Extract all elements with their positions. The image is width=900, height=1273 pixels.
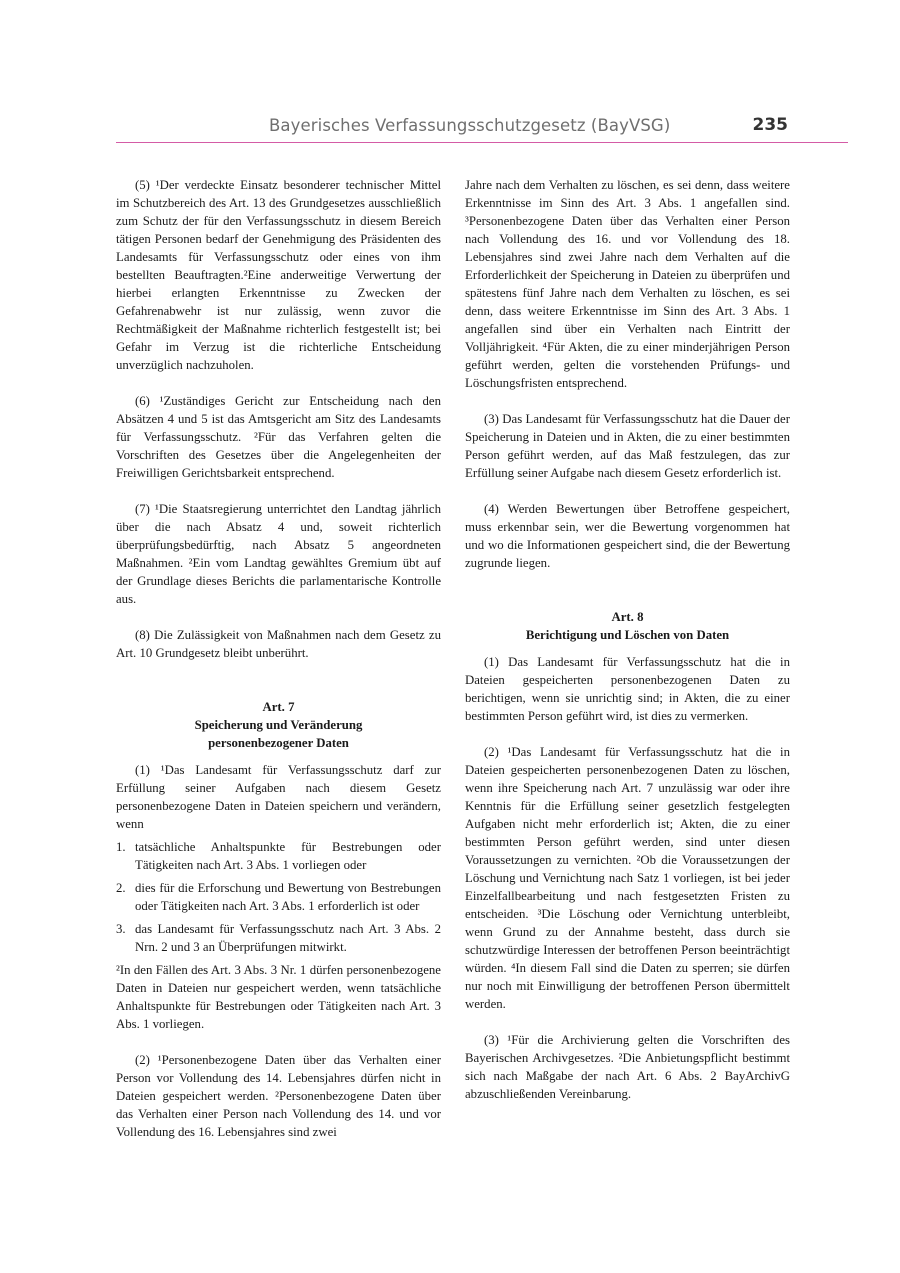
article-7-title-line-1: Speicherung und Veränderung xyxy=(194,718,363,732)
list-item xyxy=(116,920,441,956)
list-item xyxy=(116,879,441,915)
article-8-paragraph-1: (1) Das Landesamt für Verfassungsschutz hat die in Dateien gespeicherten personenbezogenen Daten zu berichtigen, wenn sie unrichtig sind; in Akten, die zu einer bestimmten Person geführt wird, ist dies zu vermerken. xyxy=(465,655,790,723)
paragraph-7: (7) ¹Die Staatsregierung unterrichtet den Landtag jährlich über die nach Absatz 4 und, soweit richterlich überprüfungsbedürftig, nach Absatz 5 angeordneten Maßnahmen. ²Ein vom Landtag gewähltes Gremium übt auf der Grundlage dieses Berichts die parlamentarische Kontrolle aus. xyxy=(116,502,441,606)
list-item-number: 3. xyxy=(116,922,126,936)
list-item-text: tatsächliche Anhaltspunkte für Bestrebungen oder Tätigkeiten nach Art. 3 Abs. 1 vorliegen oder xyxy=(135,840,441,872)
left-column xyxy=(116,176,441,1141)
article-7-label: Art. 7 xyxy=(262,700,295,714)
right-column xyxy=(465,176,790,1103)
article-8-heading xyxy=(465,608,790,644)
article-7-paragraph-3: (3) Das Landesamt für Verfassungsschutz hat die Dauer der Speicherung in Dateien und in Akten, die zu einer bestimmten Person geführt werden, auf das Maß festzulegen, das zur Erfüllung seiner Aufgabe nach diesem Gesetz erforderlich ist. xyxy=(465,412,790,480)
page-number: 235 xyxy=(752,115,788,135)
article-7-paragraph-4: (4) Werden Bewertungen über Betroffene gespeichert, muss erkennbar sein, wer die Bewertung vorgenommen hat und wo die Informationen gespeichert sind, die der Bewertung zugrunde liegen. xyxy=(465,502,790,570)
list-item-number: 2. xyxy=(116,881,126,895)
article-8-paragraph-2: (2) ¹Das Landesamt für Verfassungsschutz hat die in Dateien gespeicherten personenbezogenen Daten zu löschen, wenn ihre Speicherung nach Art. 7 unzulässig war oder ihre Kenntnis für die Erfüllung seiner gesetzlich festgelegten Aufgaben nicht mehr erforderlich ist; Akten, die zu einer bestimmten Person geführt werden, sind unter diesen Voraussetzungen zu vernichten. ²Ob die Voraussetzungen der Löschung und Vernichtung nach Satz 1 vorliegen, ist bei jeder Einzelfallbearbeitung und nach festgesetzten Fristen zu entscheiden. ³Die Löschung oder Vernichtung unterbleibt, wenn Grund zu der Annahme besteht, dass durch sie schutzwürdige Interessen der betroffenen Person beeinträchtigt würden. ⁴In diesem Fall sind die Daten zu sperren; sie dürfen nur noch mit Einwilligung der betroffenen Person übermittelt werden. xyxy=(465,745,790,1011)
article-7-paragraph-1: (1) ¹Das Landesamt für Verfassungsschutz darf zur Erfüllung seiner Aufgaben nach diesem Gesetz personenbezogene Daten in Dateien speichern und verändern, wenn xyxy=(116,763,441,831)
running-header xyxy=(116,108,848,143)
paragraph-5: (5) ¹Der verdeckte Einsatz besonderer technischer Mittel im Schutzbereich des Art. 13 des Grundgesetzes ausschließlich zum Schutz der für den Verfassungsschutz in diesem Bereich tätigen Personen bedarf der Genehmigung des Präsidenten des Landesamts für Verfassungsschutz oder eines von ihm bestellten Beauftragten.²Eine anderweitige Verwertung der hierbei erlangten Erkenntnisse zu Zwecken der Gefahrenabwehr ist nur zulässig, wenn zuvor die Rechtmäßigkeit der Maßnahme richterlich festgestellt ist; bei Gefahr im Verzug ist die richterliche Entscheidung unverzüglich nachzuholen. xyxy=(116,178,441,372)
article-7-paragraph-1-sentence-2: ²In den Fällen des Art. 3 Abs. 3 Nr. 1 dürfen personenbezogene Daten in Dateien nur gespeichert werden, wenn tatsächliche Anhaltspunkte für Bestrebungen oder Tätigkeiten nach Art. 3 Abs. 1 vorliegen. xyxy=(116,963,441,1031)
article-7-conditions-list xyxy=(116,838,441,956)
list-item xyxy=(116,838,441,874)
article-7-title-line-2: personenbezogener Daten xyxy=(208,736,349,750)
list-item-text: das Landesamt für Verfassungsschutz nach Art. 3 Abs. 2 Nrn. 2 und 3 an Überprüfungen mitwirkt. xyxy=(135,922,441,954)
list-item-text: dies für die Erforschung und Bewertung von Bestrebungen oder Tätigkeiten nach Art. 3 Abs. 1 erforderlich ist oder xyxy=(135,881,441,913)
article-7-heading xyxy=(116,698,441,752)
header-title: Bayerisches Verfassungsschutzgesetz (BayVSG) xyxy=(269,116,671,135)
article-8-paragraph-3: (3) ¹Für die Archivierung gelten die Vorschriften des Bayerischen Archivgesetzes. ²Die Anbietungspflicht bestimmt sich nach Maßgabe der nach Art. 6 Abs. 2 BayArchivG abzuschließenden Vereinbarung. xyxy=(465,1033,790,1101)
article-8-label: Art. 8 xyxy=(611,610,644,624)
list-item-number: 1. xyxy=(116,840,126,854)
article-8-title: Berichtigung und Löschen von Daten xyxy=(525,628,730,642)
paragraph-6: (6) ¹Zuständiges Gericht zur Entscheidung nach den Absätzen 4 und 5 ist das Amtsgericht am Sitz des Landesamts für Verfassungsschutz. ²Für das Verfahren gelten die Vorschriften des Gesetzes über die Angelegenheiten der Freiwilligen Gerichtsbarkeit entsprechend. xyxy=(116,394,441,480)
article-7-paragraph-2-start: (2) ¹Personenbezogene Daten über das Verhalten einer Person vor Vollendung des 14. Lebensjahres dürfen nicht in Dateien gespeichert werden. ²Personenbezogene Daten über das Verhalten einer Person nach Vollendung des 14. und vor Vollendung des 16. Lebensjahres sind zwei xyxy=(116,1053,441,1139)
paragraph-8: (8) Die Zulässigkeit von Maßnahmen nach dem Gesetz zu Art. 10 Grundgesetz bleibt unberührt. xyxy=(116,628,441,660)
article-7-paragraph-2-continued: Jahre nach dem Verhalten zu löschen, es sei denn, dass weitere Erkenntnisse im Sinn des Art. 3 Abs. 1 angefallen sind. ³Personenbezogene Daten über das Verhalten einer Person nach Vollendung des 16. und vor Vollendung des 18. Lebensjahres sind zwei Jahre nach dem Verhalten auf die Erforderlichkeit der Speicherung in Dateien zu überprüfen und spätestens fünf Jahre nach dem Verhalten zu löschen, es sei denn, dass weitere Erkenntnisse im Sinn des Art. 3 Abs. 1 angefallen sind über ein Verhalten nach Eintritt der Volljährigkeit. ⁴Für Akten, die zu einer minderjährigen Person geführt werden, gelten die vorstehenden Prüfungs- und Löschungsfristen entsprechend. xyxy=(465,178,790,390)
